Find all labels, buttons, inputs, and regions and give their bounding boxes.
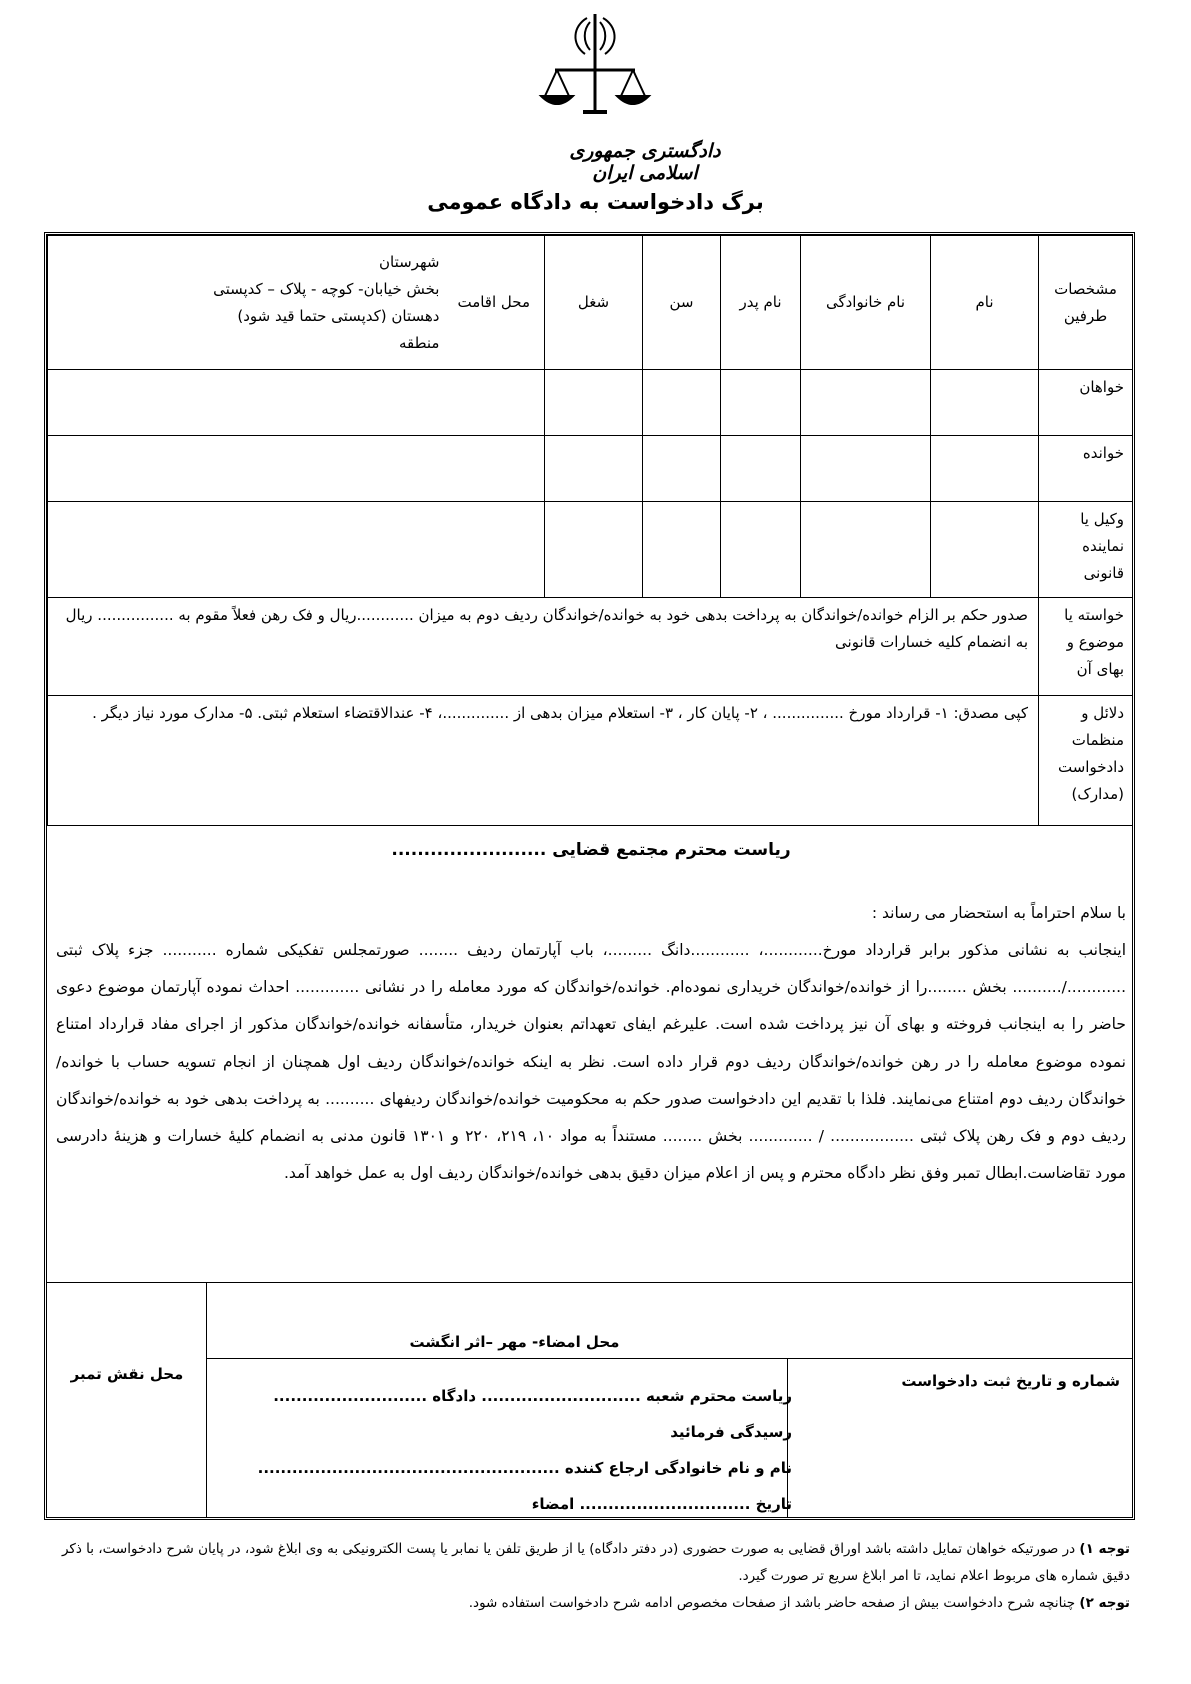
defendant-age-field[interactable] (643, 436, 721, 502)
note-2-text: چنانچه شرح دادخواست بیش از صفحه حاضر باشد از صفحات مخصوص ادامه شرح دادخواست استفاده شود. (468, 1595, 1080, 1611)
defendant-first-name-field[interactable] (931, 436, 1039, 502)
col-residence (48, 236, 545, 370)
note-2-label: توجه ۲) (1079, 1595, 1130, 1611)
defendant-occupation-field[interactable] (545, 436, 643, 502)
lawyer-age-field[interactable] (643, 502, 721, 598)
plaintiff-last-name-field[interactable] (801, 370, 931, 436)
registration-label: شماره و تاریخ ثبت دادخواست (901, 1372, 1120, 1390)
plaintiff-row (48, 370, 1133, 436)
col-father-name: نام پدر (721, 236, 801, 370)
lawyer-first-name-field[interactable] (931, 502, 1039, 598)
signature-area (47, 1282, 1132, 1517)
col-row-label: مشخصات طرفین (1039, 236, 1133, 370)
letter (56, 840, 1126, 1192)
plaintiff-first-name-field[interactable] (931, 370, 1039, 436)
defendant-address-field[interactable] (48, 436, 545, 502)
plaintiff-occupation-field[interactable] (545, 370, 643, 436)
evidence-text: کپی مصدق: ۱- قرارداد مورخ ............... ، ۲- پایان کار ، ۳- استعلام میزان بدهی از ..............، ۴- عندالاقتضاء استعلام ثبتی. ۵- مدارک مورد نیاز دیگر . (48, 696, 1039, 826)
note-1 (60, 1536, 1130, 1590)
lawyer-father-name-field[interactable] (721, 502, 801, 598)
referral-lines (222, 1378, 792, 1522)
parties-table (47, 235, 1133, 826)
stamp-box[interactable] (47, 1283, 207, 1518)
row-label-lawyer: وکیل یا نماینده قانونی (1039, 502, 1133, 598)
judiciary-name: دادگستری جمهوری اسلامی ایران (569, 140, 721, 184)
lawyer-row (48, 502, 1133, 598)
col-first-name: نام (931, 236, 1039, 370)
col-last-name: نام خانوادگی (801, 236, 931, 370)
lawyer-occupation-field[interactable] (545, 502, 643, 598)
letter-body: اینجانب به نشانی مذکور برابر قرارداد مورخ............، ............دانگ .........، باب آپارتمان ردیف ........ صورتمجلس تفکیکی شماره ........... جزء پلاک ثبتی ............/.......... بخش ........را از خوانده/خواندگان خریداری نموده‌ام. خوانده/خواندگان که مورد معامله را در نشانی ............. احداث نموده آپارتمان موضوع دعوی حاضر را به اینجانب فروخته و بهای آن نیز پرداخت شده است. علیرغم ایفای تعهداتم بعنوان خریدار، متأسفانه خوانده/خواندگان مذکور از اجرای مفاد قرارداد امتناع نموده موضوع معامله را در رهن خوانده/خواندگان ردیف دوم قرار داده است. نظر به اینکه خوانده/خواندگان ردیف اول همچنان از انجام تسویه حساب با خوانده/خواندگان ردیف دوم امتناع می‌نمایند. فلذا با تقدیم این دادخواست صدور حکم به محکومیت خوانده/خواندگان ردیفهای .......... به پرداخت بدهی خود به خوانده/خواندگان ردیف دوم و فک رهن پلاک ثبتی ................. / ............. بخش ........ مستنداً به مواد ۱۰، ۲۱۹، ۲۲۰ و ۱۳۰۱ قانون مدنی به انضمام کلیهٔ خسارات و هزینهٔ دادرسی مورد تقاضاست.ابطال تمبر وفق نظر دادگاه محترم و پس از اعلام میزان دقیق بدهی خوانده/خواندگان ردیف اول به عمل خواهد آمد. (56, 941, 1126, 1183)
evidence-label: دلائل و منظمات دادخواست (مدارک) (1039, 696, 1133, 826)
greeting: با سلام احتراماً به استحضار می رساند : (871, 904, 1126, 922)
col-age: سن (643, 236, 721, 370)
plaintiff-father-name-field[interactable] (721, 370, 801, 436)
referral-line: تاریخ .............................. امضاء (531, 1495, 792, 1513)
referral-line: نام و نام خانوادگی ارجاع کننده ..................................................... (257, 1459, 792, 1477)
address-line: بخش خیابان- کوچه - پلاک – کدپستی (213, 279, 440, 298)
notes (60, 1536, 1130, 1617)
scales-of-justice-icon (595, 8, 596, 9)
header (0, 8, 1191, 183)
address-line: دهستان (کدپستی حتما قید شود) (237, 306, 440, 325)
defendant-father-name-field[interactable] (721, 436, 801, 502)
col-occupation: شغل (545, 236, 643, 370)
note-1-label: توجه ۱) (1079, 1541, 1130, 1557)
residence-label: محل اقامت (457, 293, 530, 311)
evidence-row (48, 696, 1133, 826)
plaintiff-address-field[interactable] (48, 370, 545, 436)
referral-line: ریاست محترم شعبه ............................ دادگاه ........................... رسیدگی فرمائید (273, 1387, 792, 1441)
addressee: ریاست محترم مجتمع قضایی ........................ (391, 840, 791, 860)
lawyer-address-field[interactable] (48, 502, 545, 598)
note-1-text: در صورتیکه خواهان تمایل داشته باشد اوراق قضایی به صورت حضوری (در دفتر دادگاه) یا از طریق تلفن یا نمابر یا پست الکترونیکی به وی ابلاغ شود، در پایان شرح دادخواست، با ذکر دقیق شماره های مربوط اعلام نماید، تا امر ابلاغ سریع تر صورت گیرد. (61, 1541, 1130, 1584)
stamp-label: محل نقش تمبر (70, 1365, 184, 1383)
address-line: شهرستان (379, 252, 440, 271)
plaintiff-age-field[interactable] (643, 370, 721, 436)
defendant-last-name-field[interactable] (801, 436, 931, 502)
form-title: برگ دادخواست به دادگاه عمومی (427, 190, 764, 214)
defendant-row (48, 436, 1133, 502)
row-label-defendant: خوانده (1039, 436, 1133, 502)
registration-box[interactable] (787, 1358, 1132, 1518)
claim-label: خواسته یا موضوع و بهای آن (1039, 598, 1133, 696)
note-2 (60, 1590, 1130, 1617)
address-line: منطقه (398, 333, 440, 352)
row-label-plaintiff: خواهان (1039, 370, 1133, 436)
table-header-row (48, 236, 1133, 370)
claim-text: صدور حکم بر الزام خوانده/خواندگان به پرداخت بدهی خود به خوانده/خواندگان ردیف دوم به میزان ............ریال و فک رهن فعلاً مقوم به ................ ریال به انضمام کلیه خسارات قانونی (48, 598, 1039, 696)
lawyer-last-name-field[interactable] (801, 502, 931, 598)
claim-row (48, 598, 1133, 696)
signature-label: محل امضاء- مهر –اثر انگشت (409, 1333, 620, 1351)
